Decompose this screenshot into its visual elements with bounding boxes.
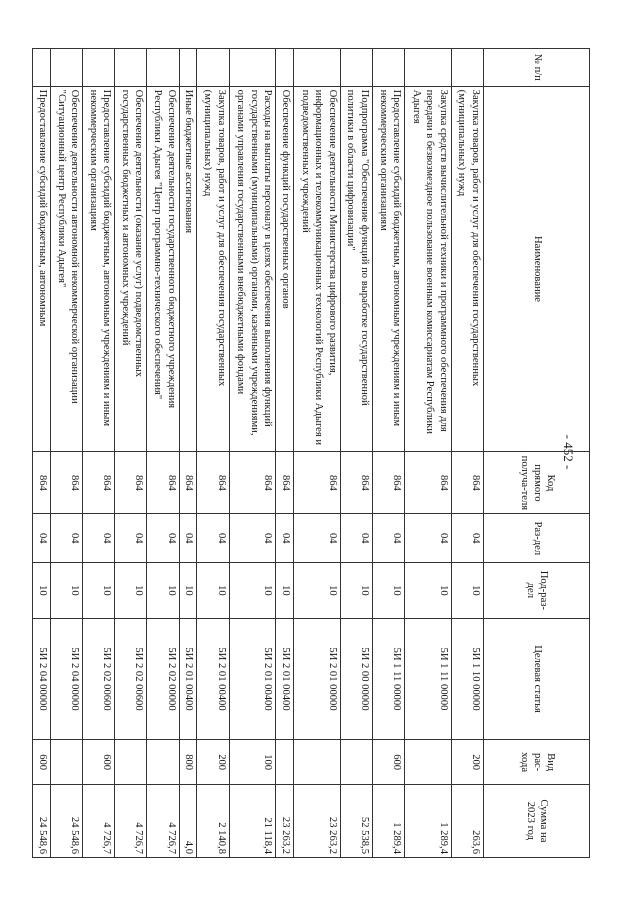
table-body <box>33 49 484 858</box>
row-subsection: 10 <box>179 563 197 618</box>
row-expense: 200 <box>451 740 483 784</box>
row-section: 04 <box>405 514 452 563</box>
page-number: - 452 - <box>561 434 576 470</box>
row-recipient: 864 <box>229 452 276 514</box>
table-row <box>276 49 294 858</box>
row-recipient: 864 <box>293 452 340 514</box>
table-header-row <box>484 49 590 858</box>
row-num <box>276 49 294 87</box>
row-num <box>372 49 404 87</box>
row-num <box>405 49 452 87</box>
row-expense: 600 <box>33 740 51 784</box>
row-name: Предоставление субсидий бюджетным, автономным учреждениям и иным некоммерческим организациям <box>83 86 115 452</box>
table-row <box>50 49 82 858</box>
row-expense: 200 <box>197 740 229 784</box>
row-expense <box>405 740 452 784</box>
row-amount: 1 289,4 <box>372 784 404 857</box>
row-amount: 24 548,6 <box>33 784 51 857</box>
row-subsection: 10 <box>405 563 452 618</box>
row-recipient: 864 <box>197 452 229 514</box>
row-num <box>340 49 372 87</box>
row-expense <box>50 740 82 784</box>
row-target: 5И 2 04 00000 <box>33 618 51 740</box>
row-target: 5И 2 02 00600 <box>115 618 147 740</box>
budget-table <box>32 48 590 858</box>
row-recipient: 864 <box>147 452 179 514</box>
row-expense <box>276 740 294 784</box>
row-target: 5И 2 01 00400 <box>179 618 197 740</box>
row-subsection: 10 <box>33 563 51 618</box>
row-target: 5И 2 01 00000 <box>293 618 340 740</box>
table-row <box>197 49 229 858</box>
row-target: 5И 2 02 00600 <box>83 618 115 740</box>
row-section: 04 <box>276 514 294 563</box>
header-section: Раз-дел <box>484 514 590 563</box>
row-recipient: 864 <box>372 452 404 514</box>
row-amount: 4,0 <box>179 784 197 857</box>
row-name: Обеспечение деятельности государственного бюджетного учреждения Республики Адыгея "Центр программно-технического обеспечения" <box>147 86 179 452</box>
row-expense <box>147 740 179 784</box>
row-expense: 100 <box>229 740 276 784</box>
row-amount: 263,6 <box>451 784 483 857</box>
row-recipient: 864 <box>179 452 197 514</box>
row-expense: 800 <box>179 740 197 784</box>
row-amount: 21 118,4 <box>229 784 276 857</box>
row-num <box>229 49 276 87</box>
row-num <box>147 49 179 87</box>
row-name: Обеспечение функций государственных органов <box>276 86 294 452</box>
row-num <box>293 49 340 87</box>
row-num <box>197 49 229 87</box>
row-expense: 600 <box>372 740 404 784</box>
row-section: 04 <box>229 514 276 563</box>
row-amount: 52 538,5 <box>340 784 372 857</box>
row-num <box>451 49 483 87</box>
table-row <box>83 49 115 858</box>
row-recipient: 864 <box>33 452 51 514</box>
row-num <box>115 49 147 87</box>
row-expense <box>340 740 372 784</box>
row-name: Предоставление субсидий бюджетным, автономным учреждениям и иным некоммерческим организациям <box>372 86 404 452</box>
row-recipient: 864 <box>50 452 82 514</box>
row-subsection: 10 <box>293 563 340 618</box>
row-section: 04 <box>340 514 372 563</box>
table-row <box>405 49 452 858</box>
row-target: 5И 2 04 00000 <box>50 618 82 740</box>
row-num <box>179 49 197 87</box>
row-name: Закупка товаров, работ и услуг для обеспечения государственных (муниципальных) нужд <box>451 86 483 452</box>
row-recipient: 864 <box>83 452 115 514</box>
row-section: 04 <box>33 514 51 563</box>
row-recipient: 864 <box>451 452 483 514</box>
row-section: 04 <box>179 514 197 563</box>
row-name: Расходы на выплаты персоналу в целях обеспечения выполнения функций государственными (муниципальными) органами, казенными учреждениями, органами управления государственными внебюджетными фондами <box>229 86 276 452</box>
row-num <box>83 49 115 87</box>
row-amount: 2 140,8 <box>197 784 229 857</box>
row-name: Иные бюджетные ассигнования <box>179 86 197 452</box>
row-name: Подпрограмма "Обеспечение функций по выработке государственной политики в области цифровизации" <box>340 86 372 452</box>
row-name: Обеспечение деятельности (оказание услуг) подведомственных государственных бюджетных и автономных учреждений <box>115 86 147 452</box>
table-row <box>372 49 404 858</box>
table-row <box>147 49 179 858</box>
row-recipient: 864 <box>340 452 372 514</box>
row-target: 5И 2 01 00400 <box>229 618 276 740</box>
row-section: 04 <box>83 514 115 563</box>
header-recipient: Код прямого получа-теля <box>484 452 590 514</box>
table-row <box>179 49 197 858</box>
row-target: 5И 1 11 00000 <box>405 618 452 740</box>
rotated-page <box>32 48 590 858</box>
table-row <box>115 49 147 858</box>
row-subsection: 10 <box>276 563 294 618</box>
header-subsection: Под-раз-дел <box>484 563 590 618</box>
row-expense <box>293 740 340 784</box>
row-amount: 23 263,2 <box>276 784 294 857</box>
row-expense: 600 <box>83 740 115 784</box>
row-target: 5И 1 10 00000 <box>451 618 483 740</box>
header-expense: Вид рас-хода <box>484 740 590 784</box>
row-name: Закупка средств вычислительной техники и программного обеспечения для передачи в безвозмездное пользование военным комиссариатам Республики Адыгея <box>405 86 452 452</box>
row-recipient: 864 <box>115 452 147 514</box>
row-amount: 23 263,2 <box>293 784 340 857</box>
row-section: 04 <box>293 514 340 563</box>
row-subsection: 10 <box>372 563 404 618</box>
row-target: 5И 2 01 00400 <box>276 618 294 740</box>
row-amount: 4 726,7 <box>83 784 115 857</box>
header-amount: Сумма на 2023 год <box>484 784 590 857</box>
row-recipient: 864 <box>405 452 452 514</box>
table-row <box>33 49 51 858</box>
row-section: 04 <box>372 514 404 563</box>
header-target: Целевая статья <box>484 618 590 740</box>
header-name: Наименование <box>484 86 590 452</box>
row-amount: 24 548,6 <box>50 784 82 857</box>
row-subsection: 10 <box>451 563 483 618</box>
row-subsection: 10 <box>147 563 179 618</box>
row-subsection: 10 <box>50 563 82 618</box>
header-num: № п/п <box>484 49 590 87</box>
table-row <box>229 49 276 858</box>
row-expense <box>115 740 147 784</box>
row-amount: 4 726,7 <box>147 784 179 857</box>
row-subsection: 10 <box>197 563 229 618</box>
table-row <box>451 49 483 858</box>
row-name: Обеспечение деятельности Министерства цифрового развития, информационных и телекоммуникационных технологий Республики Адыгея и подведомственных учреждений <box>293 86 340 452</box>
row-section: 04 <box>147 514 179 563</box>
table-row <box>340 49 372 858</box>
row-target: 5И 1 11 00000 <box>372 618 404 740</box>
row-name: Предоставление субсидий бюджетным, автономным <box>33 86 51 452</box>
row-recipient: 864 <box>276 452 294 514</box>
row-amount: 1 289,4 <box>405 784 452 857</box>
row-subsection: 10 <box>83 563 115 618</box>
row-num <box>33 49 51 87</box>
row-section: 04 <box>451 514 483 563</box>
row-section: 04 <box>50 514 82 563</box>
row-subsection: 10 <box>229 563 276 618</box>
row-subsection: 10 <box>115 563 147 618</box>
row-section: 04 <box>197 514 229 563</box>
table-row <box>293 49 340 858</box>
row-target: 5И 2 02 00000 <box>147 618 179 740</box>
row-target: 5И 2 01 00400 <box>197 618 229 740</box>
row-target: 5И 2 00 00000 <box>340 618 372 740</box>
row-name: Обеспечение деятельности автономной некоммерческой организации "Ситуационный центр Республики Адыгея" <box>50 86 82 452</box>
row-subsection: 10 <box>340 563 372 618</box>
row-name: Закупка товаров, работ и услуг для обеспечения государственных (муниципальных) нужд <box>197 86 229 452</box>
row-num <box>50 49 82 87</box>
row-amount: 4 726,7 <box>115 784 147 857</box>
row-section: 04 <box>115 514 147 563</box>
